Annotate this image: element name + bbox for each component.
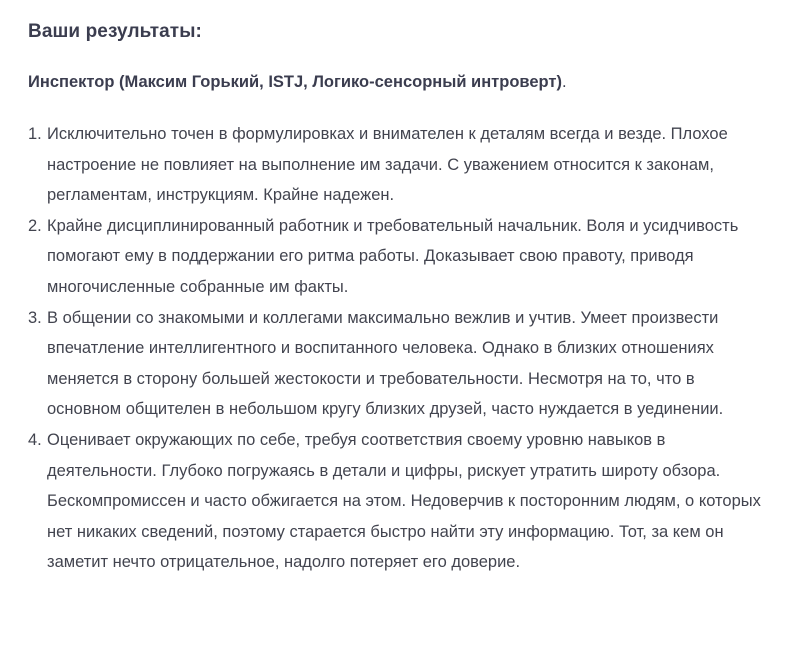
trait-text: Оценивает окружающих по себе, требуя соответствия своему уровню навыков в деятельности. Глубоко погружаясь в детали и цифры, рискует утратить широту обзора. Бескомпромиссен и часто обжигается на этом. Недоверчив к посторонним людям, о которых нет никаких сведений, поэтому старается быстро найти эту информацию. Тот, за кем он заметит нечто отрицательное, надолго потеряет его доверие. xyxy=(47,430,761,572)
personality-type-suffix: . xyxy=(561,73,567,91)
trait-number: 1. xyxy=(28,125,42,143)
trait-text: Исключительно точен в формулировках и внимателен к деталям всегда и везде. Плохое настроение не повлияет на выполнение им задачи. С уважением относится к законам, регламентам, инструкциям. Крайне надежен. xyxy=(47,125,728,205)
personality-type-name: Инспектор (Максим Горький, ISTJ, Логико-сенсорный интроверт) xyxy=(28,73,562,91)
personality-type-line xyxy=(28,70,770,94)
trait-text: Крайне дисциплинированный работник и требовательный начальник. Воля и усидчивость помогают ему в поддержании его ритма работы. Доказывает свою правоту, приводя многочисленные собранные им факты. xyxy=(47,216,739,296)
trait-item xyxy=(28,211,770,303)
trait-item xyxy=(28,303,770,425)
trait-number: 4. xyxy=(28,430,42,449)
results-heading: Ваши результаты: xyxy=(28,21,202,42)
trait-number: 3. xyxy=(28,308,42,327)
trait-item xyxy=(28,119,770,211)
trait-text: В общении со знакомыми и коллегами максимально вежлив и учтив. Умеет произвести впечатление интеллигентного и воспитанного человека. Однако в близких отношениях меняется в сторону большей жестокости и требовательности. Несмотря на то, что в основном общителен в небольшом кругу близких друзей, часто нуждается в уединении. xyxy=(47,308,724,419)
trait-number: 2. xyxy=(28,216,42,235)
trait-item xyxy=(28,425,770,578)
traits-list xyxy=(28,119,770,578)
